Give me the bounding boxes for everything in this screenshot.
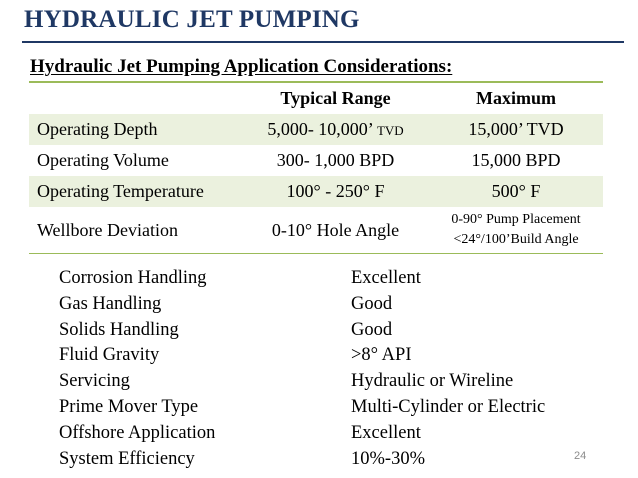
table-header-row (29, 82, 603, 114)
header-blank (29, 82, 242, 114)
list-item (59, 421, 599, 447)
table-row (29, 176, 603, 207)
row-label: Operating Depth (37, 119, 158, 139)
typical-unit: TVD (376, 123, 404, 138)
header-maximum: Maximum (429, 82, 603, 114)
typical-value: 5,000- 10,000’ (267, 119, 373, 139)
property-value: Good (351, 293, 393, 314)
list-item (59, 369, 599, 395)
application-table (29, 81, 603, 254)
row-label: Wellbore Deviation (29, 207, 242, 254)
maximum-line-2: <24°/100’Build Angle (453, 232, 579, 247)
row-label: Operating Volume (37, 150, 169, 170)
maximum-line-1: 0-90° Pump Placement (451, 212, 581, 227)
list-item (59, 318, 599, 344)
maximum-cell: 15,000 BPD (471, 150, 561, 170)
maximum-cell: 15,000’ TVD (468, 119, 564, 139)
property-value: 10%-30% (351, 448, 425, 469)
property-name: Corrosion Handling (59, 268, 207, 288)
typical-cell (242, 114, 429, 145)
table-row (29, 207, 603, 254)
page-number: 24 (574, 450, 587, 462)
property-name: Servicing (59, 371, 130, 392)
typical-cell: 100° - 250° F (286, 181, 385, 201)
property-name: Gas Handling (59, 293, 162, 314)
list-item (59, 343, 599, 369)
typical-cell: 0-10° Hole Angle (242, 207, 429, 254)
row-label: Operating Temperature (37, 181, 204, 201)
properties-list (59, 266, 599, 472)
property-value: Excellent (351, 268, 421, 288)
property-value: Excellent (351, 422, 421, 443)
property-name: Prime Mover Type (59, 396, 199, 417)
list-item (59, 292, 599, 318)
slide-subtitle: Hydraulic Jet Pumping Application Considerations: (30, 56, 453, 77)
table-row (29, 145, 603, 176)
property-value: Multi-Cylinder or Electric (351, 396, 546, 417)
maximum-cell: 500° F (491, 181, 541, 201)
table-row (29, 114, 603, 145)
property-value: >8° API (351, 345, 412, 366)
slide-title: HYDRAULIC JET PUMPING (24, 6, 360, 33)
property-name: Fluid Gravity (59, 345, 160, 366)
header-typical-range: Typical Range (242, 82, 429, 114)
list-item (59, 395, 599, 421)
maximum-cell (429, 207, 603, 254)
title-divider (22, 41, 624, 43)
property-name: Solids Handling (59, 319, 179, 340)
property-name: System Efficiency (59, 448, 195, 469)
list-item (59, 447, 599, 473)
typical-cell: 300- 1,000 BPD (276, 150, 395, 170)
list-item (59, 266, 599, 292)
property-value: Hydraulic or Wireline (351, 371, 514, 392)
property-value: Good (351, 319, 393, 340)
property-name: Offshore Application (59, 422, 216, 443)
